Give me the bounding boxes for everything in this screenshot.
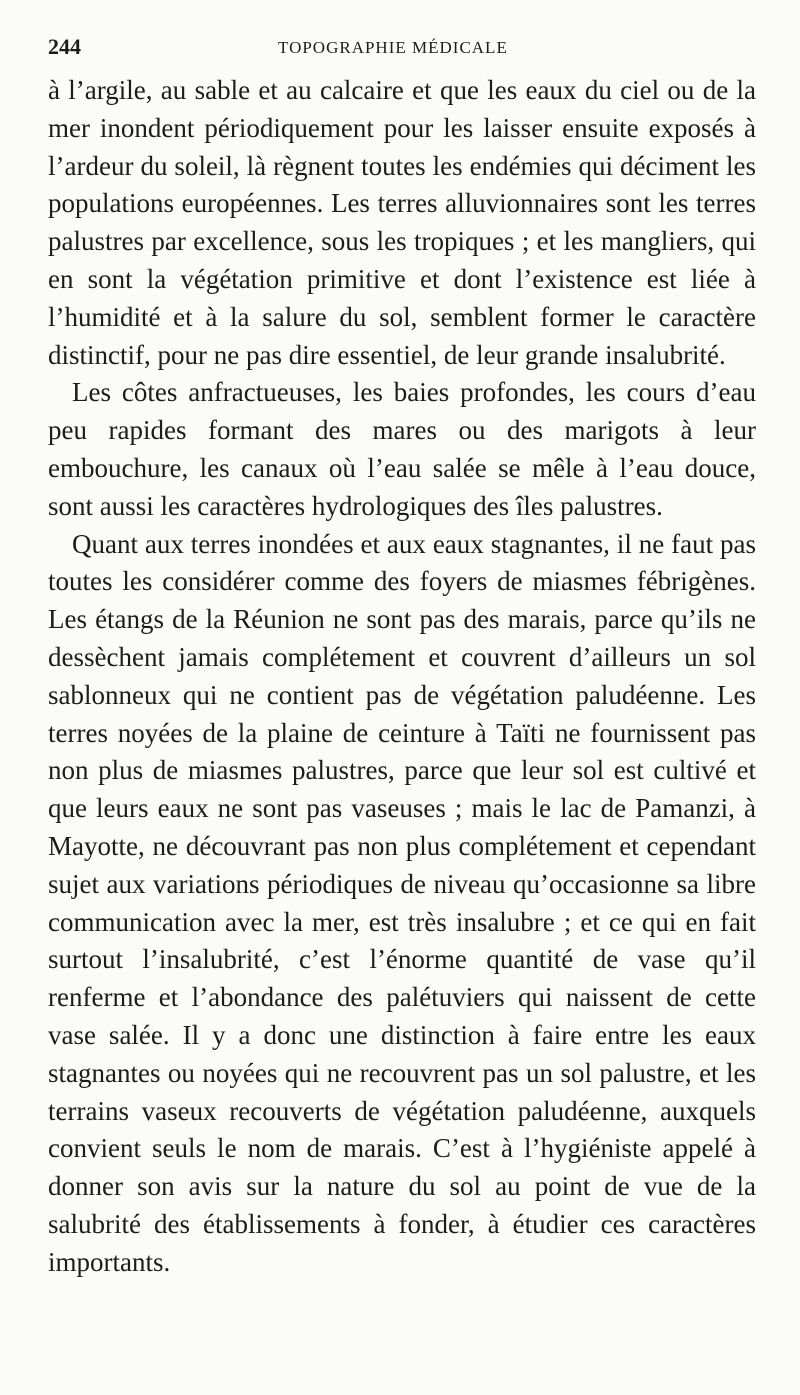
running-title: TOPOGRAPHIE MÉDICALE: [278, 38, 508, 57]
paragraph-coasts: Les côtes anfractueuses, les baies profondes, les cours d’eau peu rapides formant des mares ou des marigots à leur embouchure, les canaux où l’eau salée se mêle à l’eau douce, sont aussi les caractères hydrologiques des îles palustres.: [48, 377, 756, 521]
paragraph-stagnant-waters: Quant aux terres inondées et aux eaux stagnantes, il ne faut pas toutes les considérer comme des foyers de miasmes fébrigènes. Les étangs de la Réunion ne sont pas des marais, parce qu’ils ne dessèchent jamais complétement et couvrent d’ailleurs un sol sablonneux qui ne contient pas de végétation paludéenne. Les terres noyées de la plaine de ceinture à Taïti ne fournissent pas non plus de miasmes palustres, parce que leur sol est cultivé et que leurs eaux ne sont pas vaseuses ; mais le lac de Pamanzi, à Mayotte, ne découvrant pas non plus complétement et cependant sujet aux variations périodiques de niveau qu’occasionne sa libre communication avec la mer, est très insalubre ; et ce qui en fait surtout l’insalubrité, c’est l’énorme quantité de vase qu’il renferme et l’abondance des palétuviers qui naissent de cette vase salée. Il y a donc une distinction à faire entre les eaux stagnantes ou noyées qui ne recouvrent pas un sol palustre, et les terrains vaseux recouverts de végétation paludéenne, auxquels convient seuls le nom de marais. C’est à l’hygiéniste appelé à donner son avis sur la nature du sol au point de vue de la salubrité des établissements à fonder, à étudier ces caractères importants.: [48, 528, 756, 1277]
body-text: [48, 72, 756, 1282]
page-number: 244: [48, 34, 81, 59]
paragraph-continuation: à l’argile, au sable et au calcaire et que les eaux du ciel ou de la mer inondent périodiquement pour les laisser ensuite exposés à l’ardeur du soleil, là règnent toutes les endémies qui déciment les populations européennes. Les terres alluvionnaires sont les terres palustres par excellence, sous les tropiques ; et les mangliers, qui en sont la végétation primitive et dont l’existence est liée à l’humidité et à la salure du sol, semblent former le caractère distinctif, pour ne pas dire essentiel, de leur grande insalubrité.: [48, 75, 756, 370]
running-head: [48, 34, 760, 64]
